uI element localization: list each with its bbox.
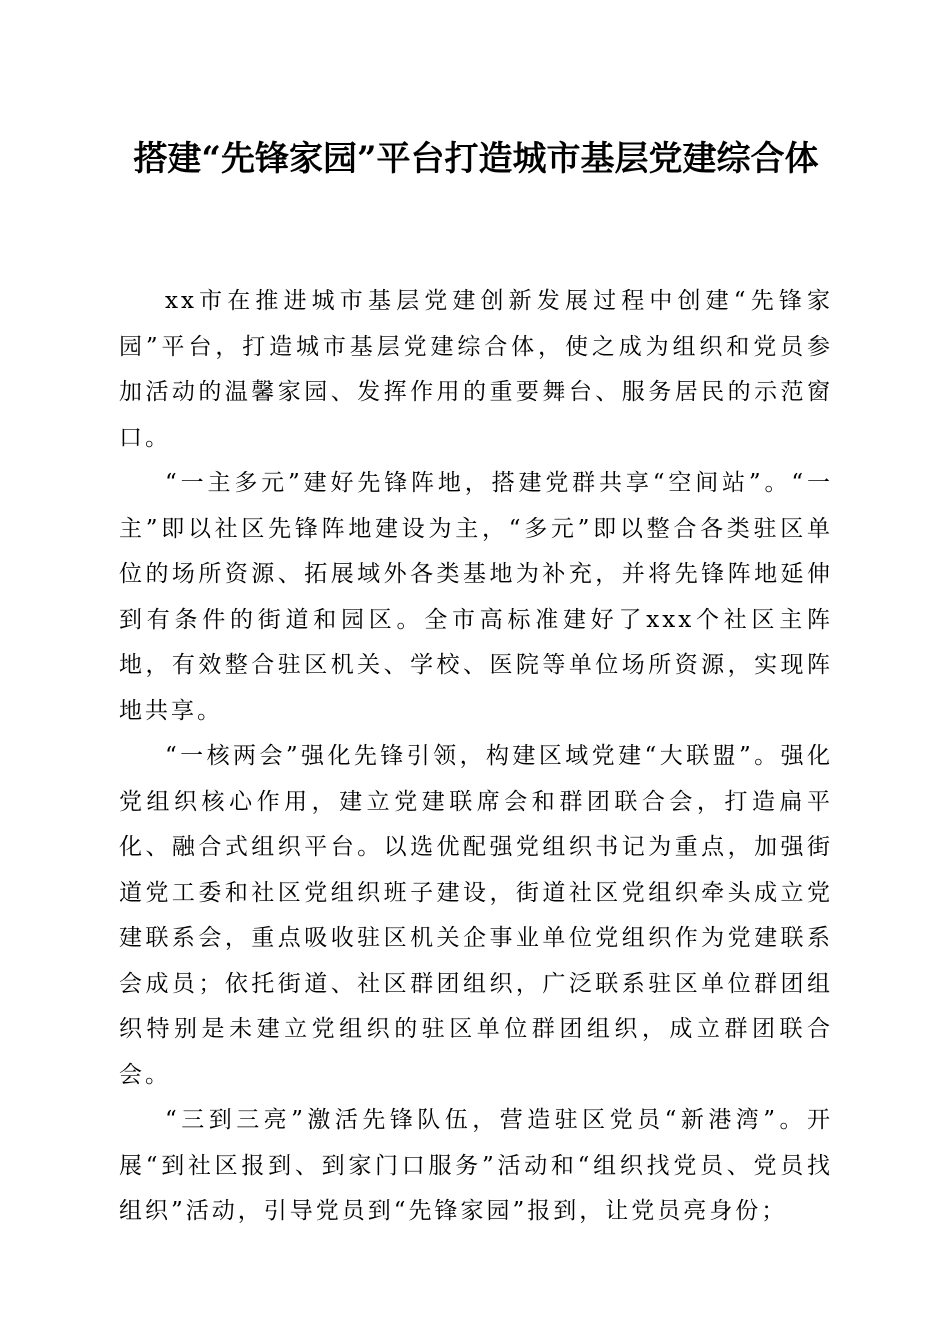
document-title: 搭建“先锋家园”平台打造城市基层党建综合体 <box>133 139 819 179</box>
paragraph: “一核两会”强化先锋引领，构建区域党建“大联盟”。强化党组织核心作用，建立党建联席会和群团联合会，打造扁平化、融合式组织平台。以选优配强党组织书记为重点，加强街道党工委和社区党组织班子建设，街道社区党组织牵头成立党建联系会，重点吸收驻区机关企事业单位党组织作为党建联系会成员；依托街道、社区群团组织，广泛联系驻区单位群团组织特别是未建立党组织的驻区单位群团组织，成立群团联合会。 <box>119 743 833 1088</box>
paragraph: xx市在推进城市基层党建创新发展过程中创建“先锋家园”平台，打造城市基层党建综合体，使之成为组织和党员参加活动的温馨家园、发挥作用的重要舞台、服务居民的示范窗口。 <box>119 288 833 451</box>
paragraph: “一主多元”建好先锋阵地，搭建党群共享“空间站”。“一主”即以社区先锋阵地建设为主，“多元”即以整合各类驻区单位的场所资源、拓展域外各类基地为补充，并将先锋阵地延伸到有条件的街道和园区。全市高标准建好了xxx个社区主阵地，有效整合驻区机关、学校、医院等单位场所资源，实现阵地共享。 <box>119 470 833 724</box>
paragraph: “三到三亮”激活先锋队伍，营造驻区党员“新港湾”。开展“到社区报到、到家门口服务”活动和“组织找党员、党员找组织”活动，引导党员到“先锋家园”报到，让党员亮身份； <box>119 1107 833 1224</box>
document-body <box>119 279 833 1235</box>
